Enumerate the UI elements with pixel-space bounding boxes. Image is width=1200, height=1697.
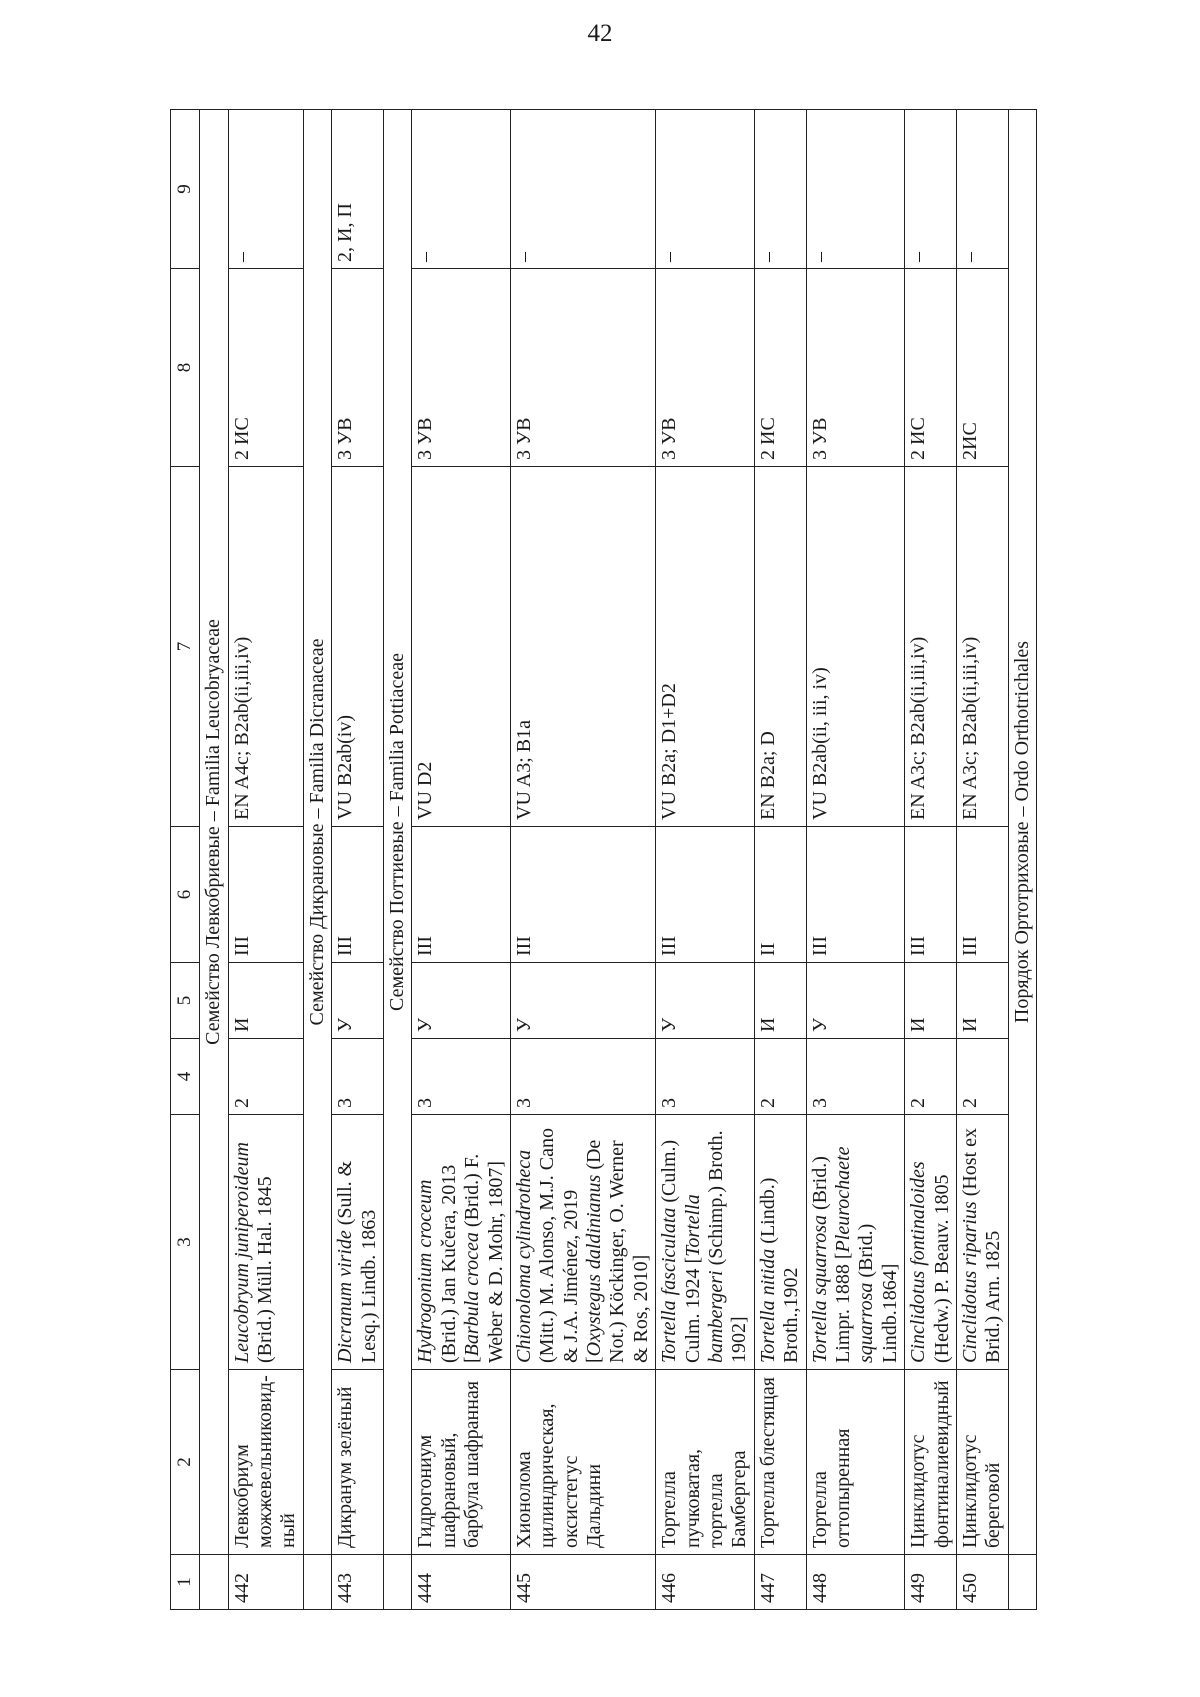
latin-name-author: (Host ex Brid.) Arn. 1825 xyxy=(958,1127,1005,1363)
column-9-cell: – xyxy=(656,110,755,269)
column-6-cell: III xyxy=(510,827,655,963)
latin-name-author: (Brid.) F. Weber & D. Mohr, 1807] xyxy=(461,1153,507,1363)
column-4-cell: 3 xyxy=(806,1039,905,1115)
column-5-cell: И xyxy=(956,963,1008,1039)
table-row xyxy=(905,110,957,1610)
column-9-cell: – xyxy=(412,110,511,269)
column-6-cell: III xyxy=(412,827,511,963)
latin-name-italic: Leucobryum juniperoideum xyxy=(230,1142,253,1363)
column-7-cell: VU B2ab(ii, iii, iv) xyxy=(806,467,905,827)
spacer-cell xyxy=(383,1555,411,1610)
column-8-cell: 2 ИС xyxy=(905,269,957,467)
table-row xyxy=(806,110,905,1610)
table-row xyxy=(956,110,1008,1610)
latin-name-italic: Tortella squarrosa xyxy=(808,1214,831,1363)
latin-name-italic: Barbula crocea xyxy=(461,1232,484,1357)
column-4-cell: 3 xyxy=(656,1039,755,1115)
table-body xyxy=(200,110,1037,1610)
species-name-ru: Хионолома цилиндрическая, оксистегус Дальдини xyxy=(510,1370,655,1555)
latin-name-author: [ xyxy=(831,1252,854,1260)
species-name-latin xyxy=(332,1115,384,1370)
column-header: 8 xyxy=(171,269,200,467)
group-heading-row xyxy=(200,110,228,1610)
column-5-cell: И xyxy=(754,963,806,1039)
column-9-cell: – xyxy=(754,110,806,269)
column-header: 3 xyxy=(171,1115,200,1370)
latin-name-italic: Dicranum viride xyxy=(334,1230,357,1363)
latin-name-author: (Brid.) Limpr. 1888 xyxy=(808,1156,854,1363)
column-6-cell: II xyxy=(754,827,806,963)
species-name-ru: Левкобриум можжевельниковид-ный xyxy=(228,1370,303,1555)
red-list-table xyxy=(170,109,1037,1610)
species-name-latin xyxy=(806,1115,905,1370)
species-name-ru: Гидрогониум шафрановый, барбула шафранная xyxy=(412,1370,511,1555)
latin-name-italic: Oxystegus daldinianus xyxy=(583,1174,606,1357)
group-heading-row xyxy=(1008,110,1036,1610)
column-8-cell: 2ИС xyxy=(956,269,1008,467)
species-name-latin xyxy=(510,1115,655,1370)
table-row xyxy=(510,110,655,1610)
column-5-cell: И xyxy=(228,963,303,1039)
species-number: 447 xyxy=(754,1555,806,1610)
column-header: 2 xyxy=(171,1370,200,1555)
spacer-cell xyxy=(200,1555,228,1610)
column-7-cell: EN A3c; B2ab(ii,iii,iv) xyxy=(905,467,957,827)
column-8-cell: 2 ИС xyxy=(754,269,806,467)
species-number: 443 xyxy=(332,1555,384,1610)
latin-name-author: (Culm.) Culm. 1924 xyxy=(658,1139,704,1363)
spacer-cell xyxy=(303,1555,331,1610)
latin-name-author: [ xyxy=(461,1356,484,1363)
table-row xyxy=(656,110,755,1610)
latin-name-author: (Brid.) Müll. Hal. 1845 xyxy=(254,1176,276,1363)
family-heading: Порядок Ортотриховые – Ordo Orthotrichales xyxy=(1008,110,1036,1555)
column-5-cell: У xyxy=(332,963,384,1039)
column-7-cell: EN A4c; B2ab(ii,iii,iv) xyxy=(228,467,303,827)
latin-name-author: [ xyxy=(681,1256,704,1264)
column-9-cell: – xyxy=(806,110,905,269)
column-8-cell: 3 УВ xyxy=(510,269,655,467)
table-row xyxy=(228,110,303,1610)
column-4-cell: 3 xyxy=(412,1039,511,1115)
latin-name-author: [ xyxy=(583,1356,606,1363)
species-number: 449 xyxy=(905,1555,957,1610)
column-7-cell: EN A3c; B2ab(ii,iii,iv) xyxy=(956,467,1008,827)
column-5-cell: У xyxy=(412,963,511,1039)
column-7-cell: VU D2 xyxy=(412,467,511,827)
species-number: 444 xyxy=(412,1555,511,1610)
column-6-cell: III xyxy=(806,827,905,963)
latin-name-italic: Tortella bambergeri xyxy=(681,1194,728,1363)
family-heading: Семейство Дикрановые – Familia Dicranaceae xyxy=(303,110,331,1555)
column-4-cell: 2 xyxy=(754,1039,806,1115)
column-5-cell: И xyxy=(905,963,957,1039)
column-header: 4 xyxy=(171,1039,200,1115)
column-7-cell: VU B2a; D1+D2 xyxy=(656,467,755,827)
column-9-cell: – xyxy=(905,110,957,269)
latin-name-author: (Mitt.) M. Alonso, M.J. Cano & J.A. Jiménez, 2019 xyxy=(536,1127,582,1363)
column-5-cell: У xyxy=(806,963,905,1039)
column-8-cell: 3 УВ xyxy=(412,269,511,467)
species-name-latin xyxy=(228,1115,303,1370)
column-9-cell: 2, И, П xyxy=(332,110,384,269)
column-7-cell: VU A3; B1a xyxy=(510,467,655,827)
species-number: 448 xyxy=(806,1555,905,1610)
species-name-ru: Цинклидотус фонтиналиевидный xyxy=(905,1370,957,1555)
family-heading: Семейство Левкобриевые – Familia Leucobryaceae xyxy=(200,110,228,1555)
column-8-cell: 3 УВ xyxy=(656,269,755,467)
species-number: 450 xyxy=(956,1555,1008,1610)
species-name-latin xyxy=(412,1115,511,1370)
column-number-row xyxy=(171,110,200,1610)
species-number: 442 xyxy=(228,1555,303,1610)
column-8-cell: 3 УВ xyxy=(806,269,905,467)
spacer-cell xyxy=(1008,1555,1036,1610)
latin-name-italic: Pleurochaete squarrosa xyxy=(831,1146,878,1363)
species-name-ru: Дикранум зелёный xyxy=(332,1370,384,1555)
column-4-cell: 2 xyxy=(905,1039,957,1115)
column-7-cell: VU B2ab(iv) xyxy=(332,467,384,827)
latin-name-italic: Cinclidotus fontinaloides xyxy=(907,1161,930,1363)
column-4-cell: 3 xyxy=(510,1039,655,1115)
species-name-latin xyxy=(905,1115,957,1370)
column-7-cell: EN B2a; D xyxy=(754,467,806,827)
column-6-cell: III xyxy=(228,827,303,963)
column-4-cell: 2 xyxy=(228,1039,303,1115)
table-row xyxy=(754,110,806,1610)
latin-name-author: (Sull. & Lesq.) Lindb. 1863 xyxy=(334,1160,380,1363)
column-9-cell: – xyxy=(228,110,303,269)
column-9-cell: – xyxy=(510,110,655,269)
column-8-cell: 3 УВ xyxy=(332,269,384,467)
latin-name-author: (Brid.) Lindb.1864] xyxy=(855,1223,901,1363)
column-6-cell: III xyxy=(956,827,1008,963)
page-number: 42 xyxy=(587,20,613,47)
species-number: 446 xyxy=(656,1555,755,1610)
latin-name-author: (Schimp.) Broth. 1902] xyxy=(705,1130,751,1363)
column-5-cell: У xyxy=(656,963,755,1039)
column-header: 6 xyxy=(171,827,200,963)
rotated-table-container xyxy=(170,110,1120,1610)
species-name-ru: Тортелла блестящая xyxy=(754,1370,806,1555)
column-header: 9 xyxy=(171,110,200,269)
column-9-cell: – xyxy=(956,110,1008,269)
column-8-cell: 2 ИС xyxy=(228,269,303,467)
species-number: 445 xyxy=(510,1555,655,1610)
group-heading-row xyxy=(383,110,411,1610)
latin-name-author: (Hedw.) P. Beauv. 1805 xyxy=(930,1174,953,1363)
latin-name-italic: Tortella nitida xyxy=(756,1248,779,1363)
group-heading-row xyxy=(303,110,331,1610)
column-header: 7 xyxy=(171,467,200,827)
latin-name-italic: Tortella fasciculata xyxy=(658,1207,681,1363)
column-6-cell: III xyxy=(905,827,957,963)
column-4-cell: 2 xyxy=(956,1039,1008,1115)
latin-name-author: (Brid.) Jan Kučera, 2013 xyxy=(437,1164,460,1363)
species-name-ru: Тортелла пучковатая, тортелла Бамбергера xyxy=(656,1370,755,1555)
species-name-latin xyxy=(754,1115,806,1370)
table-row xyxy=(332,110,384,1610)
column-4-cell: 3 xyxy=(332,1039,384,1115)
latin-name-author: (Lindb.) Broth.,1902 xyxy=(756,1177,803,1363)
table-row xyxy=(412,110,511,1610)
latin-name-italic: Hydrogonium croceum xyxy=(414,1179,437,1363)
column-6-cell: III xyxy=(332,827,384,963)
species-name-latin xyxy=(956,1115,1008,1370)
latin-name-italic: Cinclidotus riparius xyxy=(958,1201,981,1363)
column-5-cell: У xyxy=(510,963,655,1039)
species-name-latin xyxy=(656,1115,755,1370)
latin-name-italic: Chionoloma cylindrotheca xyxy=(512,1149,535,1363)
family-heading: Семейство Поттиевые – Familia Pottiaceae xyxy=(383,110,411,1555)
column-header: 5 xyxy=(171,963,200,1039)
species-name-ru: Тортелла оттопыренная xyxy=(806,1370,905,1555)
column-6-cell: III xyxy=(656,827,755,963)
column-header: 1 xyxy=(171,1555,200,1610)
latin-name-author: (De Not.) Köckinger, O. Werner & Ros, 2010] xyxy=(583,1139,652,1363)
species-name-ru: Цинклидотус береговой xyxy=(956,1370,1008,1555)
